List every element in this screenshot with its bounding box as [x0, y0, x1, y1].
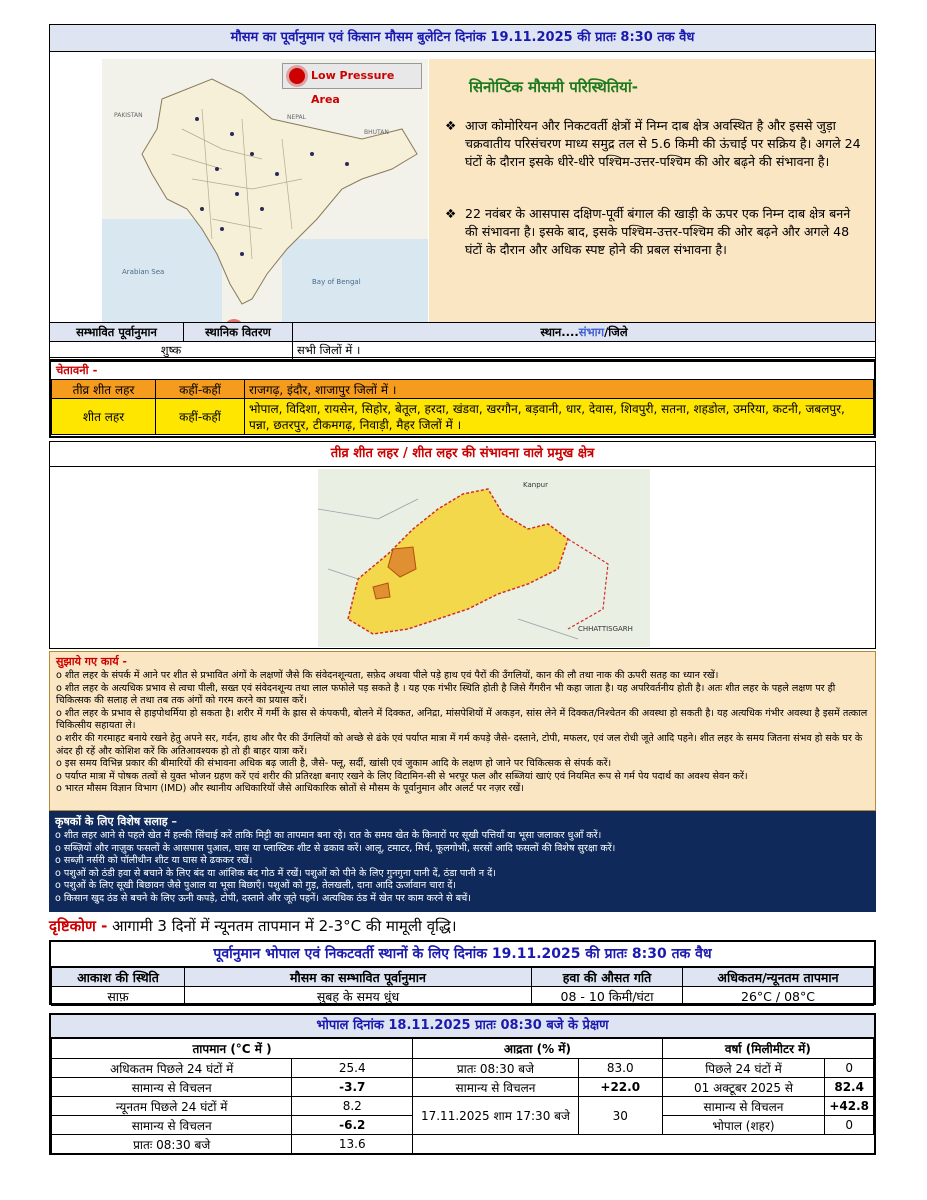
- forecast-table: [49, 322, 876, 360]
- obs-value: 25.4: [292, 1059, 413, 1078]
- bhopal-forecast-section: [49, 940, 876, 1005]
- obs-value: -3.7: [292, 1078, 413, 1097]
- map-label: BHUTAN: [364, 129, 389, 136]
- advice-item: o पर्याप्त मात्रा में पोषक तत्वों से युक्त भोजन ग्रहण करें एवं शरीर की प्रतिरक्षा बनाए रखने के लिए विटामिन-सी से भरपूर फल और सब्जियां खाएं एवं नियमित रूप से गर्म पेय पदार्थ का अवश्य सेवन करें।: [56, 771, 869, 784]
- warning-section: [49, 360, 876, 438]
- forecast-cell: 26°C / 08°C: [683, 987, 874, 1006]
- warning-places: राजगढ़, इंदौर, शाजापुर जिलों में ।: [245, 380, 874, 399]
- advice-item: o शीत लहर के प्रभाव से हाइपोथर्मिया हो सकता है। शरीर में गर्मी के ह्रास से कंपकपी, बोलने में दिक्कत, अनिद्रा, मांसपेशियों में अकड़न, सांस लेने में दिक्कत/निश्चेतन की अवस्था हो सकती है। यह अत्यधिक गंभीर अवस्था है इसमें तत्काल चिकित्सीय सहायता ले।: [56, 708, 869, 733]
- obs-value: +22.0: [578, 1078, 662, 1097]
- map-label: CHHATTISGARH: [578, 625, 633, 633]
- legend-label: Low Pressure Area: [311, 69, 395, 106]
- farmer-item: o किसान खुद ठंड से बचने के लिए ऊनी कपड़े, टोपी, दस्ताने और जूते पहनें। अत्यधिक ठंड में खेत पर काम करने से बचें।: [55, 893, 870, 906]
- obs-value: 8.2: [292, 1097, 413, 1116]
- diamond-bullet-icon: ❖: [445, 206, 457, 221]
- forecast-header: आकाश की स्थिति: [52, 968, 185, 987]
- forecast-header: मौसम का सम्भावित पूर्वानुमान: [185, 968, 532, 987]
- obs-value: 0: [825, 1059, 874, 1078]
- obs-value: +42.8: [825, 1097, 874, 1116]
- low-pressure-icon: [289, 68, 305, 84]
- warning-distribution: कहीं-कहीं: [156, 380, 245, 399]
- map-label: Bay of Bengal: [312, 278, 361, 286]
- bhopal-forecast-title: पूर्वानुमान भोपाल एवं निकटवर्ती स्थानों के लिए दिनांक 19.11.2025 की प्रातः 8:30 तक वैध: [51, 942, 874, 967]
- observation-section: [49, 1013, 876, 1155]
- low-pressure-legend: [282, 63, 422, 106]
- advice-section: [49, 651, 876, 811]
- mp-map-graphic: [318, 469, 650, 647]
- farmer-item: o सब्ज़ी नर्सरी को पॉलीथीन शीट या घास से ढककर रखें।: [55, 855, 870, 868]
- outlook-line: [49, 915, 876, 937]
- farmer-item: o सब्ज़ियों और नाज़ुक फसलों के आसपास पुआल, घास या प्लास्टिक शीट से ढकाव करें। आलू, टमाटर, मिर्च, फूलगोभी, सरसों आदि फसलों की विशेष सुरक्षा करें।: [55, 843, 870, 856]
- outlook-label: दृष्टिकोण -: [49, 917, 108, 935]
- forecast-header: अधिकतम/न्यूनतम तापमान: [683, 968, 874, 987]
- synoptic-map: [102, 59, 428, 323]
- temp-header: तापमान (°C में ): [52, 1039, 413, 1059]
- advice-item: o भारत मौसम विज्ञान विभाग (IMD) और स्थानीय अधिकारियों जैसे आधिकारिक स्रोतों से मौसम के पूर्वानुमान और अलर्ट पर नज़र रखें।: [56, 783, 869, 796]
- farmer-item: o पशुओं के लिए सूखी बिछावन जैसे पुआल या भूसा बिछाएँ। पशुओं को गुड़, तेलखली, दाना आदि ऊर्जावान चारा दें।: [55, 880, 870, 893]
- obs-value: 13.6: [292, 1135, 413, 1154]
- obs-label: प्रातः 08:30 बजे: [52, 1135, 292, 1154]
- forecast-header: हवा की औसत गति: [532, 968, 683, 987]
- forecast-places: सभी जिलों में ।: [293, 342, 876, 360]
- warning-row-severe: [52, 380, 874, 399]
- distribution-col-header: स्थानिक वितरण: [184, 323, 293, 342]
- advice-item: o इस समय विभिन्न प्रकार की बीमारियों की संभावना अधिक बढ़ जाती है, जैसे- फ्लू, सर्दी, खांसी एवं जुकाम आदि के लक्षण हो जाने पर चिकित्सक से संपर्क करें।: [56, 758, 869, 771]
- forecast-cell: साफ़: [52, 987, 185, 1006]
- bhopal-forecast-table: [51, 967, 874, 1006]
- observation-table: [51, 1038, 874, 1154]
- india-map-graphic: [102, 59, 428, 323]
- map-label: Arabian Sea: [122, 268, 165, 276]
- obs-label: प्रातः 08:30 बजे: [413, 1059, 579, 1078]
- top-section: [49, 24, 876, 358]
- places-col-header: स्थान....संभाग/जिले: [293, 323, 876, 342]
- observation-title: भोपाल दिनांक 18.11.2025 प्रातः 08:30 बजे के प्रेक्षण: [51, 1015, 874, 1038]
- map-label: NEPAL: [287, 114, 306, 121]
- farmer-list: [49, 830, 876, 906]
- synoptic-panel: [429, 59, 875, 323]
- rain-header: वर्षा (मिलीमीटर में): [662, 1039, 873, 1059]
- cold-map-section: [49, 441, 876, 649]
- obs-value: 83.0: [578, 1059, 662, 1078]
- obs-value: 0: [825, 1116, 874, 1135]
- warning-distribution: कहीं-कहीं: [156, 399, 245, 435]
- obs-label: 17.11.2025 शाम 17:30 बजे: [413, 1097, 579, 1135]
- forecast-value: शुष्क: [50, 342, 293, 360]
- obs-label: न्यूनतम पिछले 24 घंटों में: [52, 1097, 292, 1116]
- synoptic-heading: सिनोप्टिक मौसमी परिस्थितियां-: [469, 78, 638, 96]
- obs-label: सामान्य से विचलन: [662, 1097, 825, 1116]
- forecast-cell: सुबह के समय धुंध: [185, 987, 532, 1006]
- cold-map-title: तीव्र शीत लहर / शीत लहर की संभावना वाले प्रमुख क्षेत्र: [50, 442, 875, 467]
- farmer-heading: कृषकों के लिए विशेष सलाह –: [55, 815, 177, 828]
- warning-row-normal: [52, 399, 874, 435]
- advice-heading: सुझाये गए कार्य -: [56, 655, 127, 668]
- cold-wave-map: [318, 469, 650, 647]
- warning-type: शीत लहर: [52, 399, 156, 435]
- advice-list: [50, 670, 875, 796]
- obs-label: भोपाल (शहर): [662, 1116, 825, 1135]
- obs-value: -6.2: [292, 1116, 413, 1135]
- obs-label: सामान्य से विचलन: [52, 1116, 292, 1135]
- warning-table: [51, 379, 874, 435]
- forecast-col-header: सम्भावित पूर्वानुमान: [50, 323, 184, 342]
- obs-label: सामान्य से विचलन: [52, 1078, 292, 1097]
- synoptic-point: ❖ 22 नवंबर के आसपास दक्षिण-पूर्वी बंगाल की खाड़ी के ऊपर एक निम्न दाब क्षेत्र बनने की संभावना है। इसके बाद, इसके पश्चिम-उत्तर-पश्चिम की ओर बढ़ने और अगले 48 घंटों के दौरान और अधिक स्पष्ट होने की प्रबल संभावना है।: [445, 206, 851, 257]
- advice-item: o शीत लहर के अत्यधिक प्रभाव से त्वचा पीली, सख्त एवं संवेदनशून्य तथा लाल फफोले पड़ सकते है । यह एक गंभीर स्थिति होती है जिसे गैंगरीन भी कहा जाता है। यह अपरिवर्तनीय होती है। अतः शीत लहर के पहले लक्षण पर ही चिकित्सक की सलाह ले तथा तब तक अंगों को गरम करने का प्रयास करें।: [56, 683, 869, 708]
- obs-value: 30: [578, 1097, 662, 1135]
- bulletin-title: मौसम का पूर्वानुमान एवं किसान मौसम बुलेटिन दिनांक 19.11.2025 की प्रातः 8:30 तक वैध: [50, 25, 875, 52]
- advice-item: o शरीर की गरमाहट बनाये रखने हेतु अपने सर, गर्दन, हाथ और पैर की उँगलियों को अच्छे से ढंके एवं पर्याप्त मात्रा में गर्म कपड़े जैसे- दस्ताने, टोपी, मफलर, एवं जल रोधी जूते आदि पहने। शीत लहर के समय जितना संभव हो सके घर के अंदर ही रहें और कोशिश करें कि अतिआवश्यक हो तो ही बाहर यात्रा करें।: [56, 733, 869, 758]
- warning-type: तीव्र शीत लहर: [52, 380, 156, 399]
- advice-item: o शीत लहर के संपर्क में आने पर शीत से प्रभावित अंगों के लक्षणों जैसे कि संवेदनशून्यता, सफ़ेद अथवा पीले पड़े हाथ एवं पैरों की उँगलियों, कान की लौ तथा नाक की ऊपरी सतह का ध्यान रखें।: [56, 670, 869, 683]
- obs-value: 82.4: [825, 1078, 874, 1097]
- outlook-text: आगामी 3 दिनों में न्यूनतम तापमान में 2-3°C की मामूली वृद्धि।: [112, 917, 457, 935]
- synoptic-point: ❖ आज कोमोरियन और निकटवर्ती क्षेत्रों में निम्न दाब क्षेत्र अवस्थित है और इससे जुड़ा चक्रवातीय परिसंचरण माध्य समुद्र तल से 5.6 किमी की ऊंचाई पर सक्रिय है। अगले 24 घंटों के दौरान इसके धीरे-धीरे पश्चिम-उत्तर-पश्चिम की ओर बढ़ने की संभावना है।: [445, 118, 861, 169]
- farmer-item: o पशुओं को ठंडी हवा से बचाने के लिए बंद या आंशिक बंद गोठ में रखें। पशुओं को पीने के लिए गुनगुना पानी दें, ठंडा पानी न दें।: [55, 868, 870, 881]
- humidity-header: आद्रता (% में): [413, 1039, 663, 1059]
- obs-label: 01 अक्टूबर 2025 से: [662, 1078, 825, 1097]
- obs-label: सामान्य से विचलन: [413, 1078, 579, 1097]
- diamond-bullet-icon: ❖: [445, 118, 457, 133]
- map-label: PAKISTAN: [114, 112, 143, 119]
- obs-label: अधिकतम पिछले 24 घंटों में: [52, 1059, 292, 1078]
- warning-places: भोपाल, विदिशा, रायसेन, सिहोर, बेतूल, हरदा, खंडवा, खरगौन, बड़वानी, धार, देवास, शिवपुरी, सतना, शहडोल, उमरिया, कटनी, जबलपुर, पन्ना, छतरपुर, टीकमगढ़, निवाड़ी, मैहर जिलों में ।: [245, 399, 874, 435]
- farmer-item: o शीत लहर आने से पहले खेत में हल्की सिंचाई करें ताकि मिट्टी का तापमान बना रहे। रात के समय खेत के किनारों पर सूखी पत्तियाँ या भूसा जलाकर धुआँ करें।: [55, 830, 870, 843]
- forecast-cell: 08 - 10 किमी/घंटा: [532, 987, 683, 1006]
- obs-label: पिछले 24 घंटों में: [662, 1059, 825, 1078]
- map-label: Kanpur: [523, 481, 548, 489]
- warning-heading: चेतावनी -: [51, 362, 874, 379]
- farmer-section: [49, 811, 876, 912]
